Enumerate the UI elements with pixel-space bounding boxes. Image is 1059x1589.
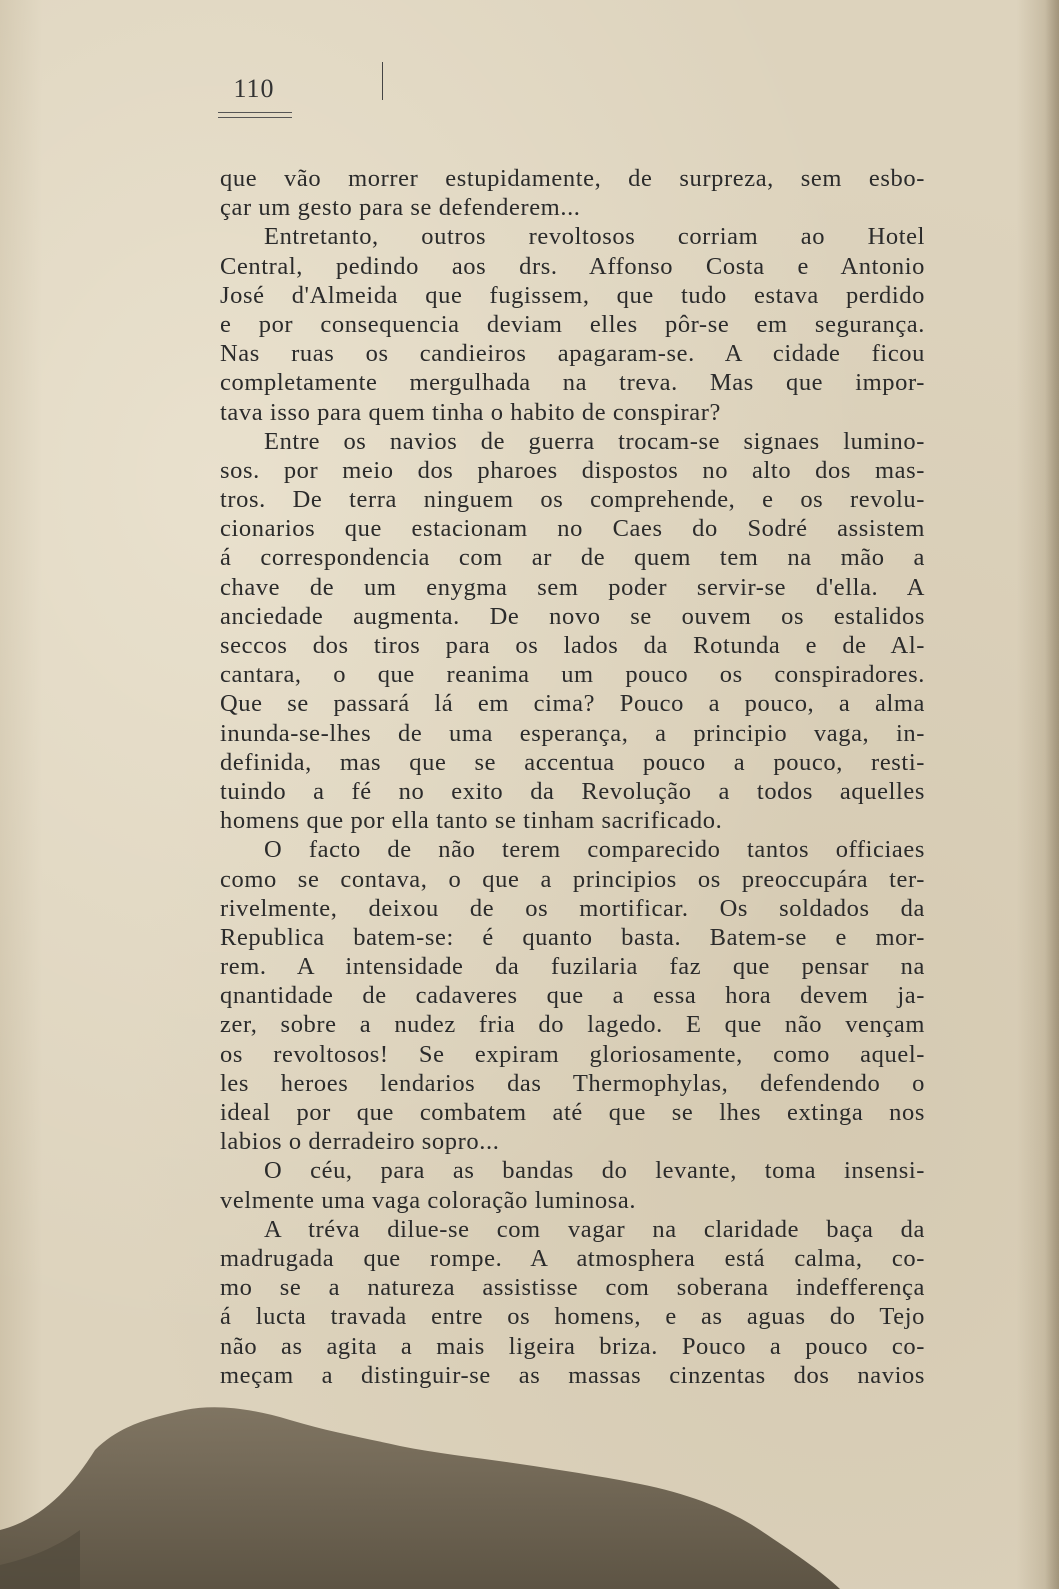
text-line: seccos dos tiros para os lados da Rotunda e de Al- (220, 632, 925, 659)
text-line: cionarios que estacionam no Caes do Sodré assistem (220, 515, 925, 543)
text-line: como se contava, o que a principios os preoccupára ter- (220, 865, 925, 893)
text-line: José d'Almeida que fugissem, que tudo estava perdido (220, 281, 925, 309)
text-line: não as agita a mais ligeira briza. Pouco a pouco co- (220, 1332, 925, 1360)
text-line: tava isso para quem tinha o habito de conspirar? (220, 398, 721, 426)
text-line: Entre os navios de guerra trocam-se signaes lumino- (264, 427, 925, 455)
water-stain (0, 1380, 1059, 1589)
text-line: Entretanto, outros revoltosos corriam ao Hotel (264, 223, 925, 251)
text-line: labios o derradeiro sopro... (220, 1128, 500, 1156)
text-line: O céu, para as bandas do levante, toma insensi- (264, 1157, 925, 1185)
text-line: çar um gesto para se defenderem... (220, 194, 581, 222)
text-line: zer, sobre a nudez fria do lagedo. E que não vençam (220, 1011, 925, 1039)
text-line: Nas ruas os candieiros apagaram-se. A cidade ficou (220, 340, 925, 368)
pencil-mark (382, 62, 383, 100)
text-line: anciedade augmenta. De novo se ouvem os estalidos (220, 602, 925, 630)
text-line: os revoltosos! Se expiram gloriosamente, como aquel- (220, 1040, 925, 1068)
text-line: á lucta travada entre os homens, e as aguas do Tejo (220, 1303, 925, 1331)
text-line: meçam a distinguir-se as massas cinzentas dos navios (220, 1361, 925, 1389)
body-text (220, 164, 925, 1390)
text-line: que vão morrer estupidamente, de surpreza, sem esbo- (220, 165, 925, 192)
page-number-rule (218, 112, 292, 118)
page-edge-shadow (1045, 0, 1059, 1589)
text-line: O facto de não terem comparecido tantos officiaes (264, 836, 925, 864)
text-line: completamente mergulhada na treva. Mas que impor- (220, 369, 925, 397)
text-line: rem. A intensidade da fuzilaria faz que pensar na (220, 953, 925, 981)
text-line: qnantidade de cadaveres que a essa hora devem ja- (220, 982, 925, 1010)
text-line: tros. De terra ninguem os comprehende, e os revolu- (220, 486, 925, 514)
text-line: Central, pedindo aos drs. Affonso Costa e Antonio (220, 252, 925, 280)
text-line: Que se passará lá em cima? Pouco a pouco, a alma (220, 690, 925, 718)
text-line: mo se a natureza assistisse com soberana indefferença (220, 1274, 925, 1302)
text-line: madrugada que rompe. A atmosphera está calma, co- (220, 1244, 925, 1272)
text-line: Republica batem-se: é quanto basta. Batem-se e mor- (220, 923, 925, 951)
text-line: sos. por meio dos pharoes dispostos no alto dos mas- (220, 456, 925, 484)
text-line: rivelmente, deixou de os mortificar. Os soldados da (220, 894, 925, 922)
text-line: A tréva dilue-se com vagar na claridade baça da (264, 1215, 925, 1243)
text-line: tuindo a fé no exito da Revolução a todos aquelles (220, 777, 925, 805)
text-line: inunda-se-lhes de uma esperança, a principio vaga, in- (220, 719, 925, 747)
text-line: e por consequencia deviam elles pôr-se em segurança. (220, 310, 925, 338)
text-line: ideal por que combatem até que se lhes extinga nos (220, 1099, 925, 1126)
text-line: homens que por ella tanto se tinham sacrificado. (220, 807, 723, 835)
text-line: á correspondencia com ar de quem tem na mão a (220, 544, 925, 572)
text-line: definida, mas que se accentua pouco a pouco, resti- (220, 748, 925, 776)
page-number: 110 (233, 74, 275, 103)
text-line: cantara, o que reanima um pouco os conspiradores. (220, 661, 925, 689)
text-line: velmente uma vaga coloração luminosa. (220, 1186, 637, 1214)
text-line: les heroes lendarios das Thermophylas, defendendo o (220, 1069, 925, 1097)
text-line: chave de um enygma sem poder servir-se d'ella. A (220, 573, 925, 601)
